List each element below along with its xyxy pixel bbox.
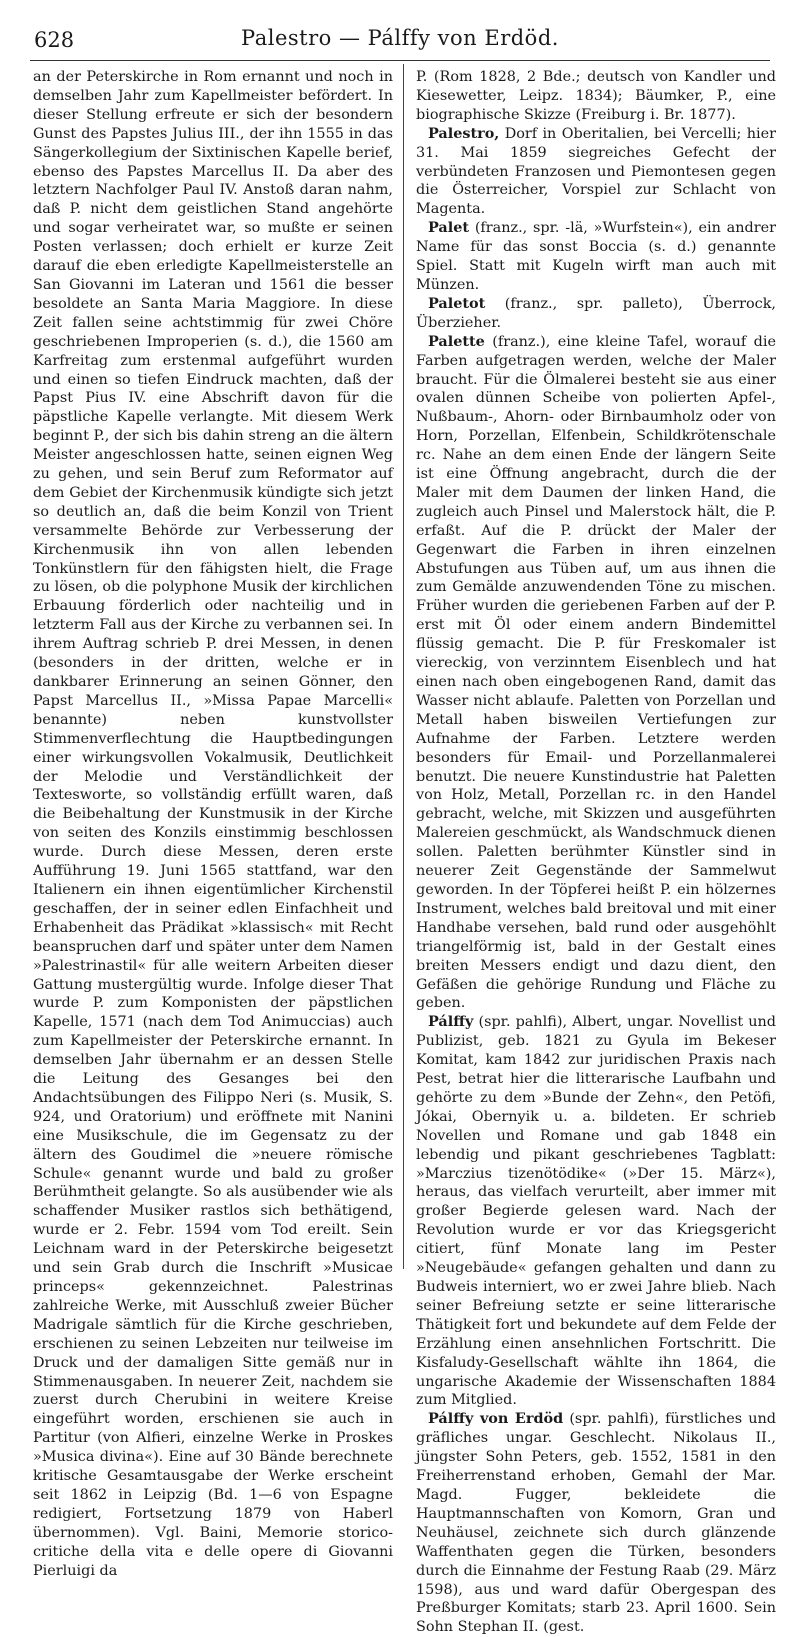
entry-text: (spr. pahlfi), fürstliches und gräfliches ungar. Geschlecht. Nikolaus II., jüngster Sohn Peters, geb. 1552, 1581 in den Freiherrenstand erhoben, Gemahl der Mar. Magd. Fugger, bekleidete die Hauptmannschaften von Komorn, Gran und Neuhäusel, zeichnete sich durch glänzende Waffenthaten gegen die Türken, besonders durch die Einnahme der Festung Raab (29. März 1598), aus und ward dafür Obergespan des Preßburger Komitats; starb 23. April 1600. Sein Sohn Stephan II. (gest. [416, 1411, 777, 1636]
entry-text: (franz.), eine kleine Tafel, worauf die Farben aufgetragen werden, welche der Maler braucht. Für die Ölmalerei besteht sie aus einer ovalen dünnen Scheibe von polierten Apfel-, Nußbaum-, Ahorn- oder Birnbaumholz oder von Horn, Porzellan, Elfenbein, Schildkrötenschale rc. Nahe an dem einen Ende der längern Seite ist eine Öffnung angebracht, durch die der Maler mit dem Daumen der linken Hand, die zugleich auch Pinsel und Malerstock hält, die P. erfaßt. Auf die P. drückt der Maler der Gegenwart die Farben in ihren einzelnen Abstufungen aus Tüben auf, um aus ihnen die zum Gemälde anzuwendenden Töne zu mischen. Früher wurden die geriebenen Farben auf der P. erst mit Öl oder einem andern Bindemittel flüssig gemacht. Die P. für Freskomaler ist viereckig, von verzinntem Eisenblech und hat einen nach oben eingebogenen Rand, damit das Wasser nicht ablaufe. Paletten von Porzellan und Metall haben bisweilen Vertiefungen zur Aufnahme der Farben. Letztere werden besonders für Email- und Porzellanmalerei benutzt. Die neuere Kunstindustrie hat Paletten von Holz, Metall, Porzellan rc. in den Handel gebracht, welche, mit Skizzen und ausgeführten Malereien geschmückt, als Wandschmuck dienen sollen. Paletten berühmter Künstler sind in neuerer Zeit Gegenstände der Sammelwut geworden. In der Töpferei heißt P. ein hölzernes Instrument, welches bald breitoval und mit einer Handhabe versehen, bald rund oder ausgehöhlt triangelförmig ist, bald in der Gestalt eines breiten Messers endigt und dazu dient, den Gefäßen die gehörige Rundung und Fläche zu geben. [416, 333, 776, 1012]
entry-text: Dorf in Oberitalien, bei Vercelli; hier 31. Mai 1859 siegreiches Gefecht der verbündeten Franzosen und Piemontesen gegen die Österreicher, Vorspiel zur Schlacht von Magenta. [416, 125, 776, 218]
entry-headword: Palestro, [428, 124, 500, 142]
entry-palet [416, 219, 776, 295]
entry-headword: Pálffy von Erdöd [428, 1410, 564, 1428]
entry-text: (spr. pahlfi), Albert, ungar. Novellist und Publizist, geb. 1821 zu Gyula im Bekeser Komitat, kam 1842 zur juridischen Praxis nach Pest, betrat hier die litterarische Laufbahn und gehörte zu dem »Bunde der Zehn«, den Petöfi, Jókai, Obernyik u. a. bildeten. Er schrieb Novellen und Romane und gab 1848 ein lebendig und pikant geschriebenes Tagblatt: »Marczius tizenötödike« (»Der 15. März«), heraus, das vielfach verurteilt, aber immer mit großer Begierde gelesen ward. Nach der Revolution wurde er vor das Kriegsgericht citiert, fünf Monate lang im Pester »Neugebäude« gefangen gehalten und dann zu Budweis interniert, wo er zwei Jahre blieb. Nach seiner Befreiung setzte er seine litterarische Thätigkeit fort und bekundete auf dem Felde der Erzählung einen ansehnlichen Fortschritt. Die Kisfaludy-Gesellschaft wählte ihn 1864, die ungarische Akademie der Wissenschaften 1884 zum Mitglied. [416, 1014, 776, 1409]
entry-headword: Palette [428, 332, 485, 350]
entry-headword: Paletot [428, 294, 486, 312]
continuation-text: P. (Rom 1828, 2 Bde.; deutsch von Kandler und Kiesewetter, Leipz. 1834); Bäumker, P., eine biographische Skizze (Freiburg i. Br. 1877). [416, 69, 776, 123]
page-header [30, 14, 770, 54]
entry-palestro [416, 125, 776, 220]
entry-palette [416, 333, 776, 1014]
column-divider [403, 64, 404, 1269]
right-column [416, 68, 777, 1636]
entry-text: (franz., spr. palleto), Überrock, Überzieher. [416, 295, 776, 331]
entry-palffy [416, 1013, 776, 1410]
entry-palffy-von-erdod [416, 1410, 776, 1637]
entry-paletot [416, 295, 776, 333]
entry-headword: Palet [428, 219, 470, 237]
entry-headword: Pálffy [428, 1013, 474, 1031]
left-column [33, 68, 393, 1579]
header-rule [30, 60, 770, 61]
left-column-text: an der Peterskirche in Rom ernannt und noch in demselben Jahr zum Kapellmeister befördert. In dieser Stellung erfreute er sich der besondern Gunst des Papstes Julius III., der ihn 1555 in das Sängerkollegium der Sixtinischen Kapelle berief, ebenso des Papstes Marcellus II. Da aber des letztern Nachfolger Paul IV. Anstoß daran nahm, daß P. nicht dem geistlichen Stand angehörte und sogar verheiratet war, so mußte er seinen Posten verlassen; doch erhielt er kurze Zeit darauf die eben erledigte Kapellmeisterstelle an San Giovanni im Lateran und 1561 die besser besoldete an Santa Maria Maggiore. In diese Zeit fallen seine achtstimmig für zwei Chöre geschriebenen Improperien (s. d.), die 1560 am Karfreitag zum erstenmal aufgeführt wurden und einen so tiefen Eindruck machten, daß der Papst Pius IV. eine Abschrift davon für die päpstliche Kapelle verlangte. Mit diesem Werk beginnt P., der sich bis dahin streng an die ältern Meister angeschlossen hatte, seinen eignen Weg zu gehen, und sein Beruf zum Reformator auf dem Gebiet der Kirchenmusik kündigte sich jetzt so deutlich an, daß die beim Konzil von Trient versammelte Behörde zur Verbesserung der Kirchenmusik ihn von allen lebenden Tonkünstlern für den fähigsten hielt, die Frage zu lösen, ob die polyphone Musik der kirchlichen Erbauung förderlich oder nachteilig und in letzterm Fall aus der Kirche zu verbannen sei. In ihrem Auftrag schrieb P. drei Messen, in denen (besonders in der dritten, welche er in dankbarer Erinnerung an seinen Gönner, den Papst Marcellus II., »Missa Papae Marcelli« benannte) neben kunstvollster Stimmenverflechtung die Hauptbedingungen einer wirkungsvollen Vokalmusik, Deutlichkeit der Melodie und Verständlichkeit der Textesworte, so vollständig erfüllt waren, daß die Beibehaltung der Kunstmusik in der Kirche von seiten des Konzils einstimmig beschlossen wurde. Durch diese Messen, deren erste Aufführung 19. Juni 1565 stattfand, war den Italienern ein ihnen eigentümlicher Kirchenstil geschaffen, der in seiner edlen Einfachheit und Erhabenheit das Prädikat »klassisch« mit Recht beanspruchen darf und später unter dem Namen »Palestrinastil« für alle weitern Arbeiten dieser Gattung mustergültig wurde. Infolge dieser That wurde P. zum Komponisten der päpstlichen Kapelle, 1571 (nach dem Tod Animuccias) auch zum Kapellmeister der Peterskirche ernannt. In demselben Jahr übernahm er an dessen Stelle die Leitung des Gesanges bei den Andachtsübungen des Filippo Neri (s. Musik, S. 924, und Oratorium) und eröffnete mit Nanini eine Musikschule, die im Gegensatz zu der ältern des Goudimel die »neuere römische Schule« genannt wurde und bald zu großer Berühmtheit gelangte. So als ausübender wie als schaffender Musiker rastlos sich bethätigend, wurde er 2. Febr. 1594 vom Tod ereilt. Sein Leichnam ward in der Peterskirche beigesetzt und sein Grab durch die Inschrift »Musicae princeps« gekennzeichnet. Palestrinas zahlreiche Werke, mit Ausschluß zweier Bücher Madrigale sämtlich für die Kirche geschrieben, erschienen zu seinen Lebzeiten nur teilweise im Druck und der damaligen Sitte gemäß nur in Stimmenausgaben. In neuerer Zeit, nachdem sie zuerst durch Cherubini in weitere Kreise eingeführt worden, erschienen sie auch in Partitur (von Alfieri, einzelne Werke in Proskes »Musica divina«). Eine auf 30 Bände berechnete kritische Gesamtausgabe der Werke erscheint seit 1862 in Leipzig (Bd. 1—6 von Espagne redigiert, Fortsetzung 1879 von Haberl übernommen). Vgl. Baini, Memorie storico-critiche della vita e delle opere di Giovanni Pierluigi da [33, 69, 393, 1579]
entry-text: (franz., spr. -lä, »Wurfstein«), ein andrer Name für das sonst Boccia (s. d.) genannte Spiel. Statt mit Kugeln wirft man auch mit Münzen. [416, 220, 776, 293]
page-number: 628 [34, 28, 75, 52]
running-title: Palestro — Pálffy von Erdöd. [241, 26, 559, 50]
